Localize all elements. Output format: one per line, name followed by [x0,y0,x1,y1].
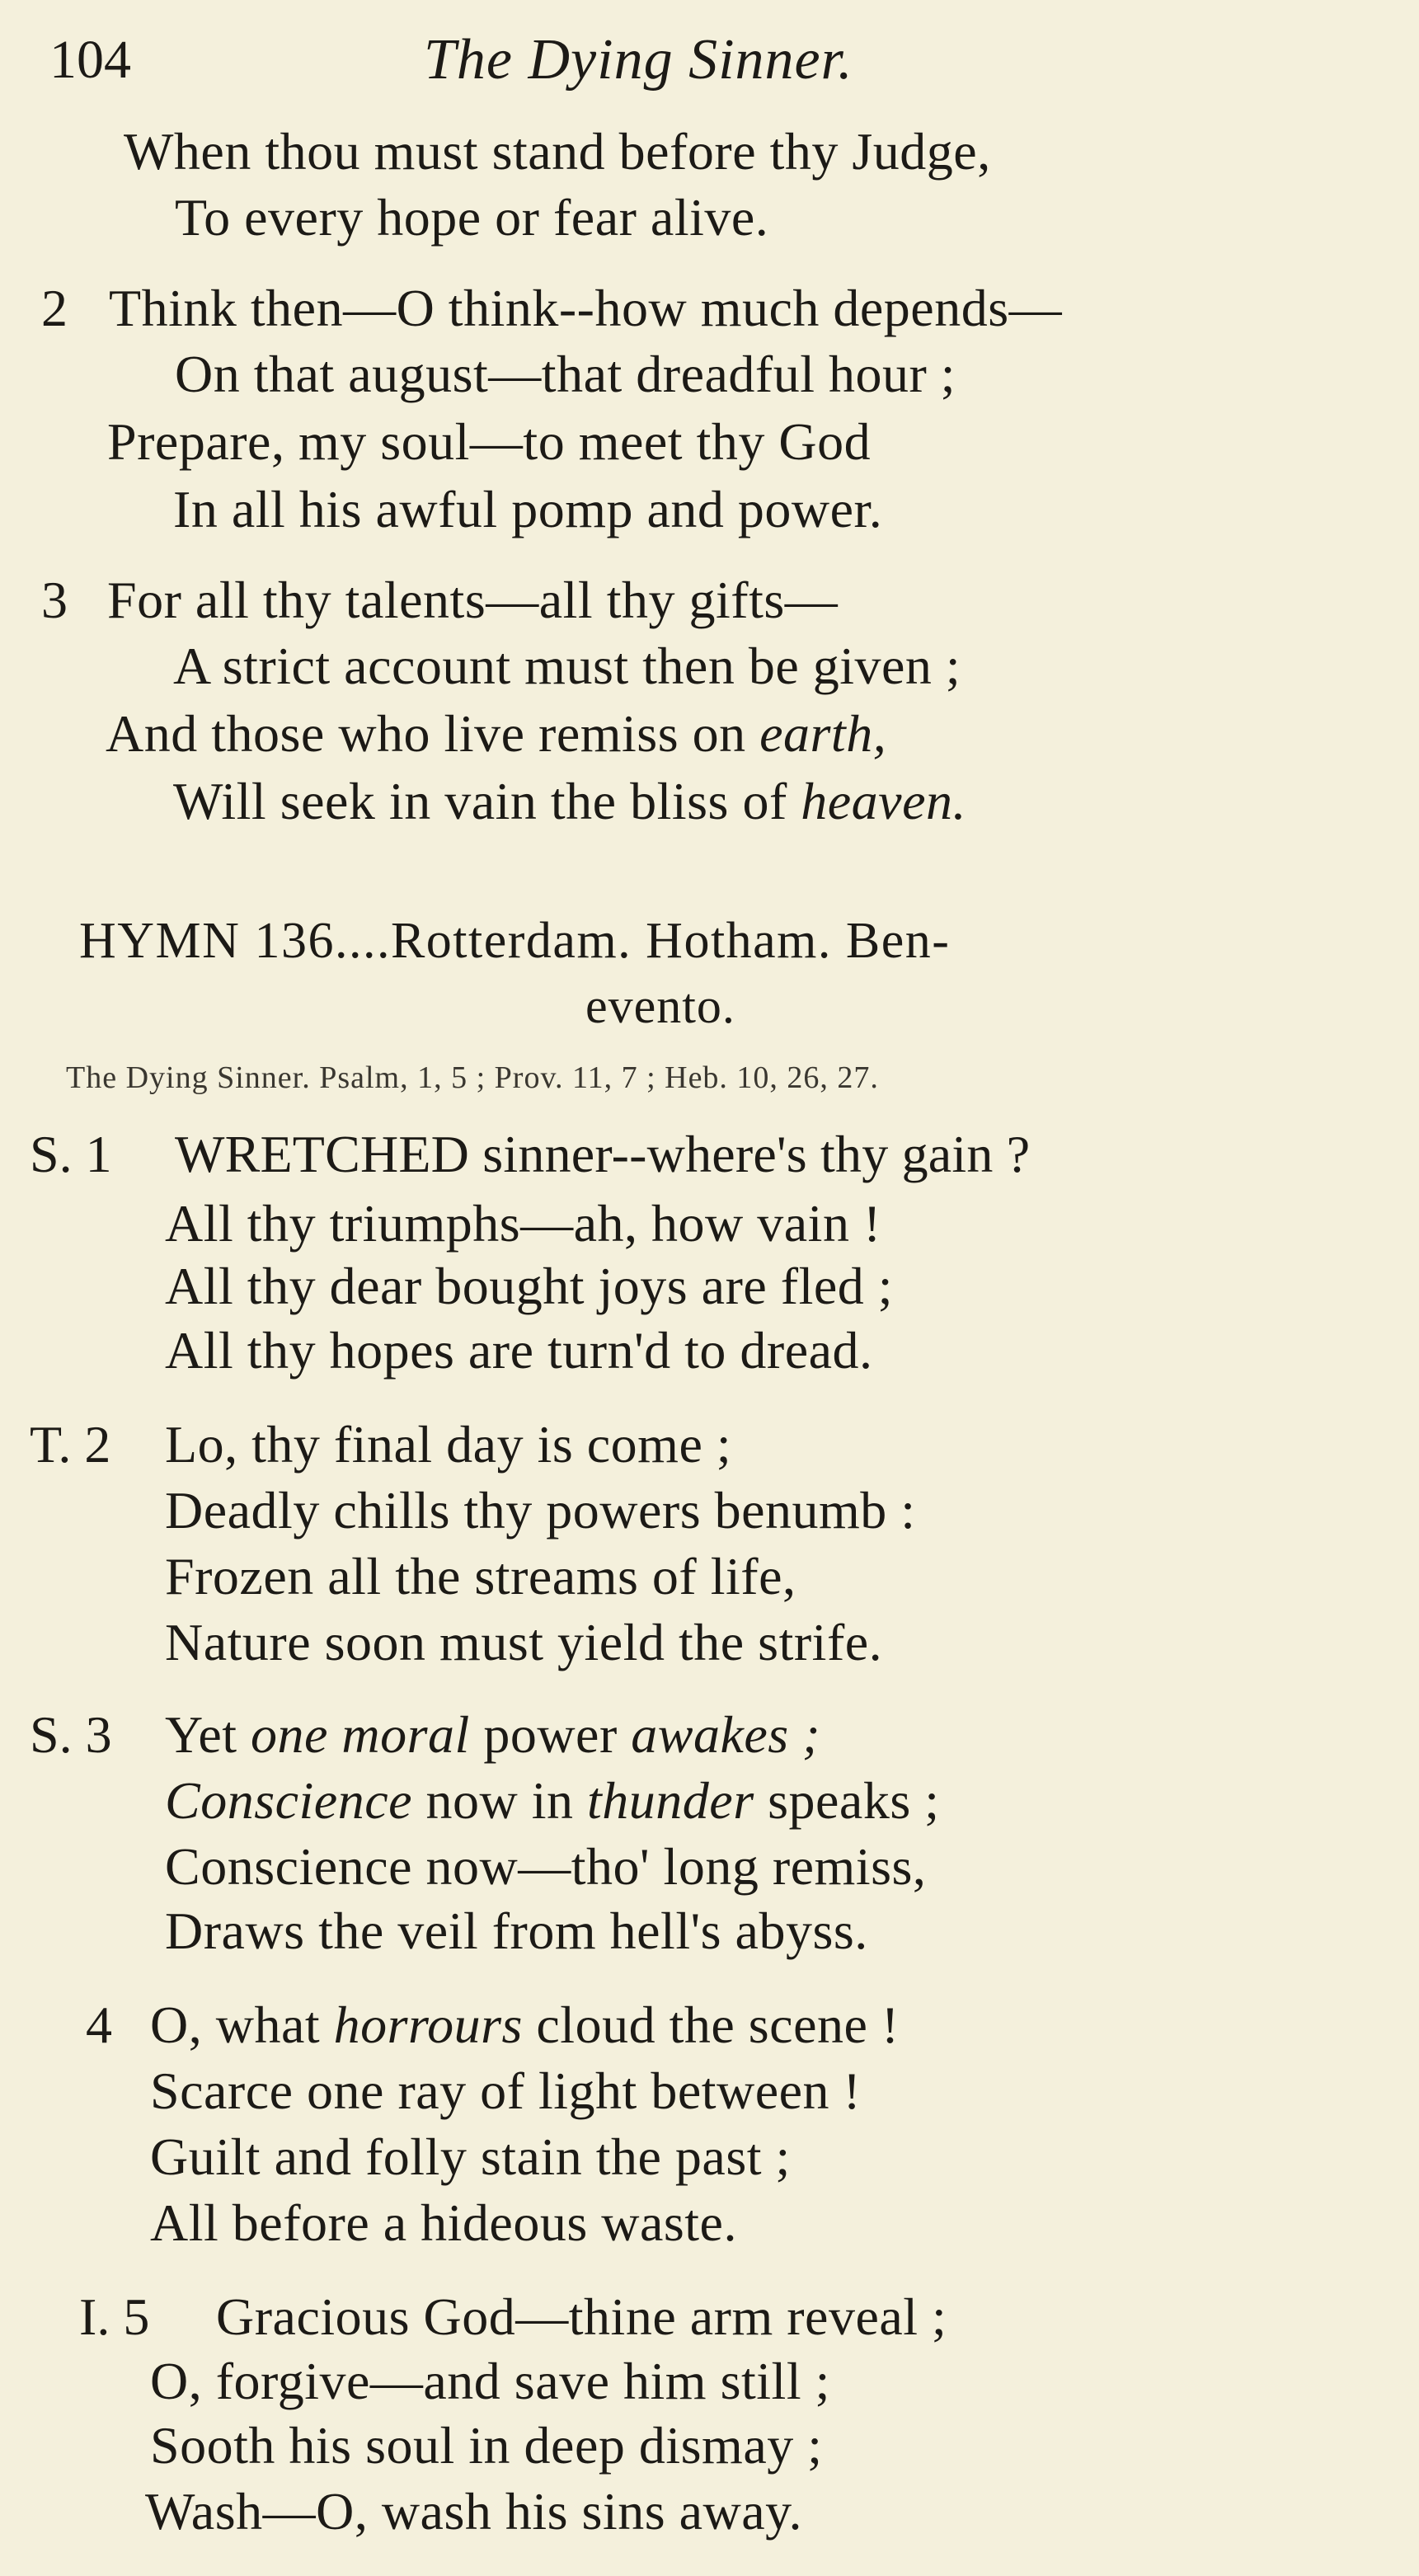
stanza-label: T. 2 [30,1415,111,1474]
verse-line: Sooth his soul in deep dismay ; [150,2416,823,2475]
verse-line: Prepare, my soul—to meet thy God [107,412,872,471]
verse-line: Wash—O, wash his sins away. [145,2482,802,2541]
stanza-number: 2 [41,279,68,337]
verse-line: In all his awful pomp and power. [173,480,883,538]
verse-line: Yet one moral power awakes ; [165,1705,820,1764]
verse-line: Will seek in vain the bliss of heaven. [173,772,966,830]
verse-line: Lo, thy final day is come ; [165,1415,732,1474]
verse-line: On that august—that dreadful hour ; [175,345,956,403]
verse-line: Think then—O think--how much depends— [109,279,1063,337]
verse-line: Deadly chills thy powers benumb : [165,1481,916,1539]
verse-line: And those who live remiss on earth, [106,704,887,763]
verse-line: All thy hopes are turn'd to dread. [165,1321,873,1380]
verse-line: All thy dear bought joys are fled ; [165,1257,894,1315]
verse-line: All thy triumphs—ah, how vain ! [165,1194,881,1253]
hymn-heading-continued: evento. [585,979,735,1033]
stanza-label: I. 5 [79,2287,150,2346]
verse-line: WRETCHED sinner--where's thy gain ? [175,1125,1031,1183]
verse-line: Frozen all the streams of life, [165,1547,796,1605]
verse-line: Draws the veil from hell's abyss. [165,1901,868,1960]
verse-line: All before a hideous waste. [150,2193,737,2252]
verse-line: A strict account must then be given ; [173,637,961,695]
verse-line: Conscience now—tho' long remiss, [165,1837,927,1896]
page-number: 104 [49,30,131,90]
scripture-reference: The Dying Sinner. Psalm, 1, 5 ; Prov. 11, 7 ; Heb. 10, 26, 27. [66,1060,879,1095]
hymn-heading: HYMN 136....Rotterdam. Hotham. Ben- [79,913,951,969]
running-title: The Dying Sinner. [424,28,853,92]
stanza-label: S. 3 [30,1705,112,1764]
verse-line: Guilt and folly stain the past ; [150,2127,791,2186]
verse-line: Scarce one ray of light between ! [150,2061,862,2120]
verse-line: O, what horrours cloud the scene ! [150,1995,900,2054]
verse-line: To every hope or fear alive. [175,188,769,247]
verse-line: O, forgive—and save him still ; [150,2352,830,2410]
stanza-label: S. 1 [30,1125,112,1183]
verse-line: Conscience now in thunder speaks ; [165,1771,940,1830]
verse-line: Gracious God—thine arm reveal ; [216,2287,947,2346]
verse-line: When thou must stand before thy Judge, [124,122,991,181]
verse-line: For all thy talents—all thy gifts— [107,571,839,629]
stanza-number: 3 [41,571,68,629]
verse-line: Nature soon must yield the strife. [165,1613,883,1671]
stanza-label: 4 [86,1995,112,2054]
